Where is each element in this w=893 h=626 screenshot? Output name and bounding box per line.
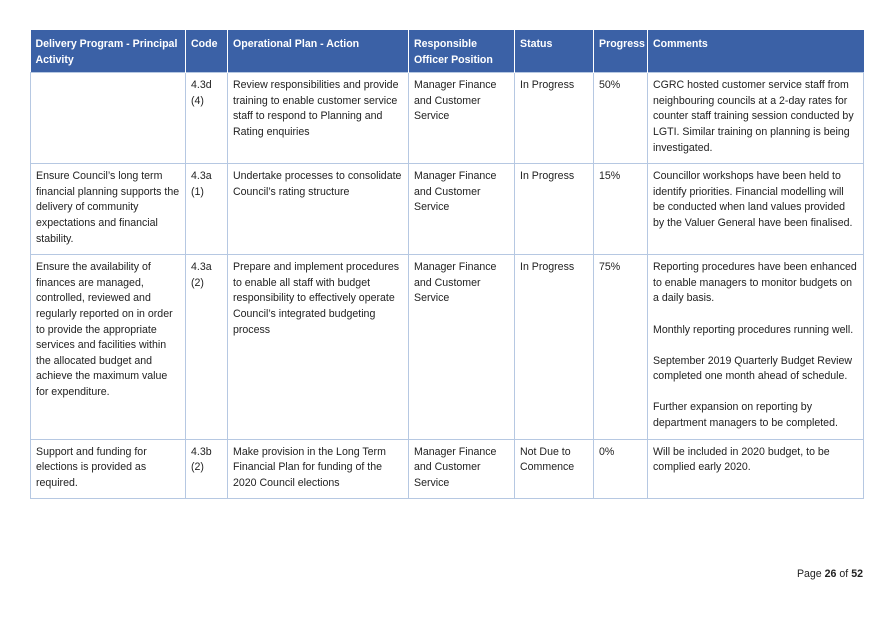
header-action: Operational Plan - Action [228, 30, 409, 73]
cell-status: Not Due to Commence [515, 439, 594, 499]
page-number [797, 568, 863, 580]
page-current: 26 [824, 568, 837, 580]
cell-status: In Progress [515, 255, 594, 440]
table-row [31, 164, 864, 255]
operational-plan-table [30, 30, 864, 499]
comment-paragraph: Will be included in 2020 budget, to be complied early 2020. [653, 445, 830, 474]
cell-comments [648, 439, 864, 499]
cell-activity: Ensure the availability of finances are managed, controlled, reviewed and regularly reported on in order to provide the appropriate services and facilities within the allocated budget and achieve the maximum value for expenditure. [31, 255, 186, 440]
cell-code: 4.3b (2) [186, 439, 228, 499]
header-progress: Progress [594, 30, 648, 73]
cell-action: Make provision in the Long Term Financial Plan for funding of the 2020 Council elections [228, 439, 409, 499]
cell-status: In Progress [515, 164, 594, 255]
table-row [31, 73, 864, 164]
cell-officer: Manager Finance and Customer Service [409, 255, 515, 440]
cell-comments [648, 164, 864, 255]
cell-code: 4.3a (2) [186, 255, 228, 440]
cell-action: Prepare and implement procedures to enable all staff with budget responsibility to effectively operate Council’s integrated budgeting process [228, 255, 409, 440]
comment-paragraph: CGRC hosted customer service staff from neighbouring councils at a 2-day rates for counter staff training session conducted by LGTI. Similar training on planning is being investigated. [653, 79, 854, 154]
comment-paragraph: Further expansion on reporting by department managers to be completed. [653, 401, 838, 430]
cell-activity: Ensure Council’s long term financial planning supports the delivery of community expectations and financial stability. [31, 164, 186, 255]
cell-status: In Progress [515, 73, 594, 164]
comment-paragraph: Monthly reporting procedures running well. [653, 323, 854, 336]
cell-comments [648, 255, 864, 440]
cell-code: 4.3a (1) [186, 164, 228, 255]
cell-officer: Manager Finance and Customer Service [409, 164, 515, 255]
cell-activity [31, 73, 186, 164]
header-status: Status [515, 30, 594, 73]
cell-progress: 15% [594, 164, 648, 255]
page-total: 52 [851, 568, 863, 580]
page-of: of [839, 568, 849, 580]
table-header-row [31, 30, 864, 73]
cell-progress: 50% [594, 73, 648, 164]
page-label: Page [796, 568, 822, 580]
cell-action: Review responsibilities and provide training to enable customer service staff to respond to Planning and Rating enquiries [228, 73, 409, 164]
header-activity: Delivery Program - Principal Activity [31, 30, 186, 73]
cell-activity: Support and funding for elections is provided as required. [31, 439, 186, 499]
comment-paragraph: Reporting procedures have been enhanced to enable managers to monitor budgets on a daily basis. [653, 261, 857, 305]
header-code: Code [186, 30, 228, 73]
cell-progress: 75% [594, 255, 648, 440]
table-row [31, 439, 864, 499]
comment-paragraph: Councillor workshops have been held to identify priorities. Financial modelling will be conducted when land values provided by the Valuer General have been finalised. [653, 170, 853, 229]
cell-progress: 0% [594, 439, 648, 499]
cell-officer: Manager Finance and Customer Service [409, 73, 515, 164]
cell-action: Undertake processes to consolidate Council’s rating structure [228, 164, 409, 255]
table-row [31, 255, 864, 440]
cell-comments [648, 73, 864, 164]
comment-paragraph: September 2019 Quarterly Budget Review completed one month ahead of schedule. [653, 354, 853, 383]
cell-officer: Manager Finance and Customer Service [409, 439, 515, 499]
header-comments: Comments [648, 30, 864, 73]
header-officer: Responsible Officer Position [409, 30, 515, 73]
cell-code: 4.3d (4) [186, 73, 228, 164]
